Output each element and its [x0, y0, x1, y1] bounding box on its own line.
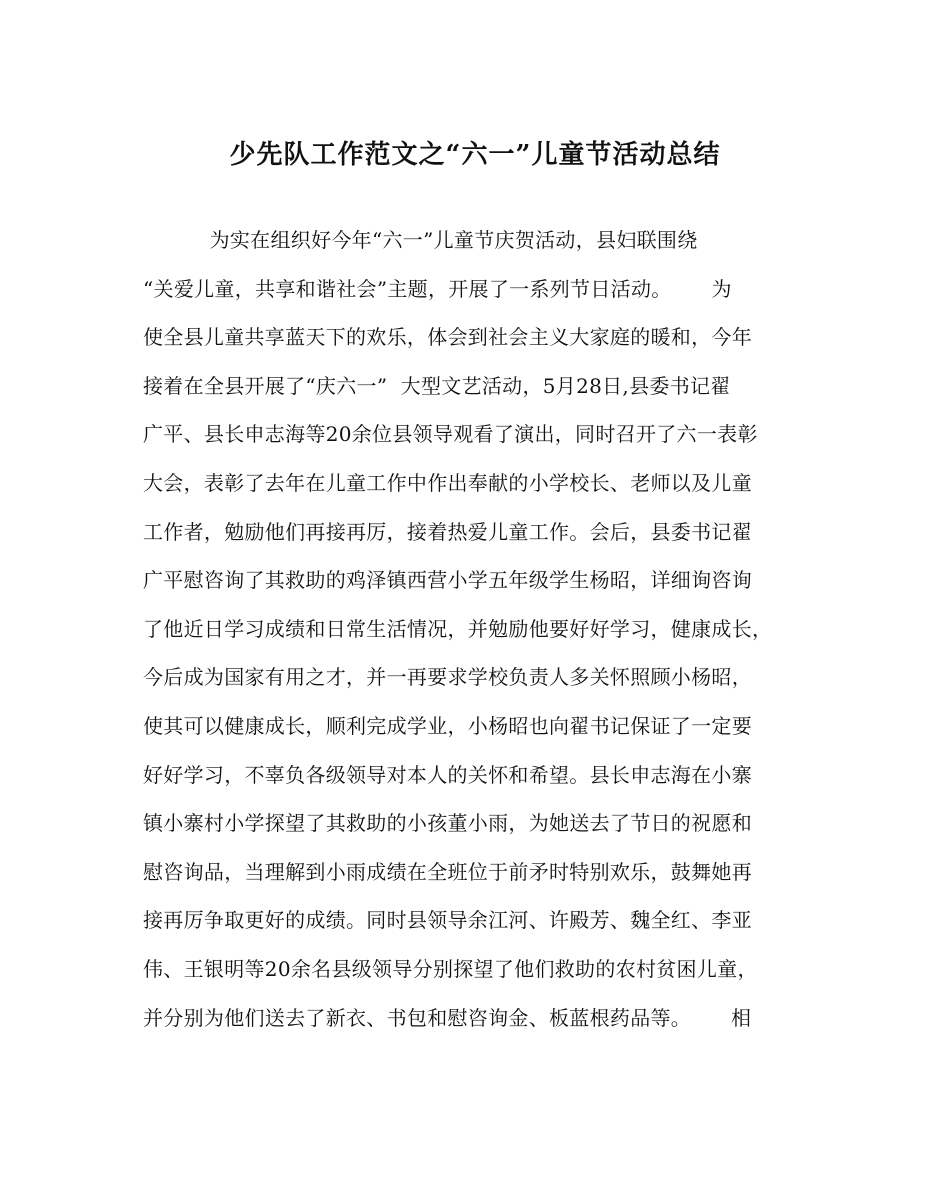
body-line: “关爱儿童，共享和谐社会”主题，开展了一系列节日活动。 为 — [143, 276, 732, 301]
body-line: 工作者，勉励他们再接再厉，接着热爱儿童工作。会后，县委书记翟 — [143, 519, 752, 544]
body-line: 广平慰咨询了其救助的鸡泽镇西营小学五年级学生杨昭，详细询咨询 — [143, 568, 752, 593]
body-line: 了他近日学习成绩和日常生活情况，并勉励他要好好学习，健康成长， — [143, 616, 773, 641]
document-title: 少先队工作范文之“六一”儿童节活动总结 — [229, 140, 721, 170]
body-line: 大会，表彰了去年在儿童工作中作出奉献的小学校长、老师以及儿童 — [143, 470, 752, 495]
body-line: 镇小寨村小学探望了其救助的小孩董小雨，为她送去了节日的祝愿和 — [143, 811, 752, 836]
body-line: 好好学习，不辜负各级领导对本人的关怀和希望。县长申志海在小寨 — [143, 762, 752, 787]
body-line: 接着在全县开展了“庆六一” 大型文艺活动，5月28日,县委书记翟 — [143, 373, 731, 398]
body-line: 广平、县长申志海等20余位县领导观看了演出，同时召开了六一表彰 — [143, 422, 758, 447]
body-line: 为实在组织好今年“六一”儿童节庆贺活动，县妇联围绕 — [143, 228, 698, 252]
body-line: 使全县儿童共享蓝天下的欢乐，体会到社会主义大家庭的暖和，今年 — [143, 325, 752, 350]
body-line: 接再厉争取更好的成绩。同时县领导余江河、许殿芳、魏全红、李亚 — [143, 908, 752, 933]
document-body — [143, 216, 823, 1042]
body-line: 使其可以健康成长，顺利完成学业，小杨昭也向翟书记保证了一定要 — [143, 713, 752, 738]
body-line: 今后成为国家有用之才，并一再要求学校负责人多关怀照顾小杨昭， — [143, 665, 752, 690]
body-line: 慰咨询品，当理解到小雨成绩在全班位于前矛时特别欢乐，鼓舞她再 — [143, 859, 752, 884]
body-line: 伟、王银明等20余名县级领导分别探望了他们救助的农村贫困儿童， — [143, 956, 758, 981]
body-line: 并分别为他们送去了新衣、书包和慰咨询金、板蓝根药品等。 相 — [143, 1005, 752, 1030]
